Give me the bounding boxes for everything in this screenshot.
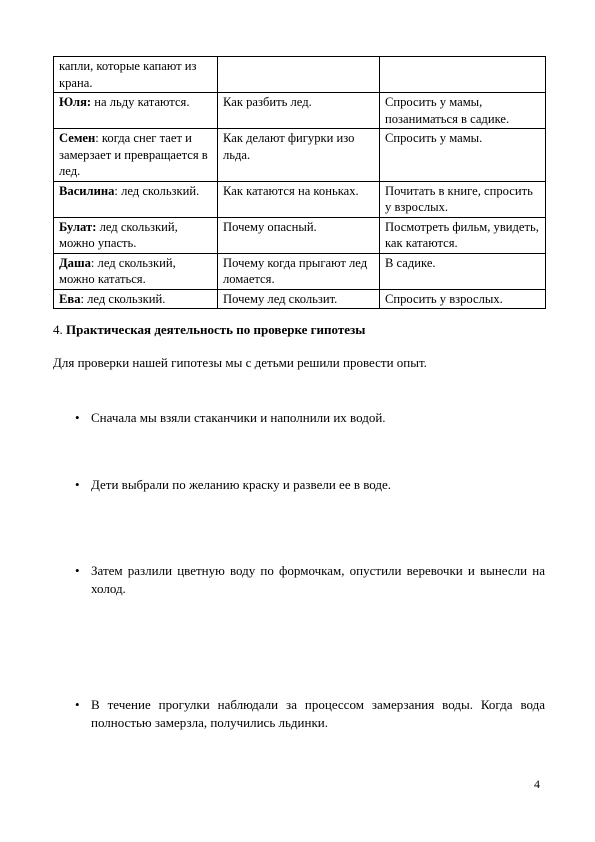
table-cell-child	[54, 181, 218, 217]
table-cell-question: Почему опасный.	[218, 217, 380, 253]
table-cell-question	[218, 57, 380, 93]
table-row	[54, 253, 546, 289]
table-cell-question: Почему когда прыгают лед ломается.	[218, 253, 380, 289]
table-cell-action: Спросить у взрослых.	[380, 289, 546, 309]
bullet-icon: •	[75, 563, 80, 578]
table-cell-question: Почему лед скользит.	[218, 289, 380, 309]
child-answer: лед скользкий, можно упасть.	[59, 219, 178, 250]
child-answer: : когда снег тает и замерзает и превращается в лед.	[59, 131, 208, 178]
section-number: 4.	[53, 322, 66, 337]
list-item-text: Дети выбрали по желанию краску и развели ее в воде.	[91, 477, 392, 492]
table-cell-child	[54, 217, 218, 253]
table-row	[54, 217, 546, 253]
child-answer: капли, которые капают из крана.	[59, 59, 197, 90]
table-row	[54, 181, 546, 217]
table-cell-action: Почитать в книге, спросить у взрослых.	[380, 181, 546, 217]
table-cell-child	[54, 93, 218, 129]
table-cell-child	[54, 57, 218, 93]
table-cell-action: В садике.	[380, 253, 546, 289]
section-title: Практическая деятельность по проверке гипотезы	[66, 322, 366, 337]
table-cell-action: Спросить у мамы.	[380, 129, 546, 182]
child-answer: на льду катаются.	[91, 95, 190, 109]
child-name: Юля:	[59, 95, 92, 109]
survey-table	[53, 56, 546, 309]
list-item-text: Затем разлили цветную воду по формочкам, опустили веревочки и вынесли на холод.	[91, 563, 545, 596]
bullet-icon: •	[75, 697, 80, 712]
list-item-text: В течение прогулки наблюдали за процессом замерзания воды. Когда вода полностью замерзла, получились льдинки.	[91, 697, 545, 730]
child-answer: : лед скользкий.	[80, 291, 166, 306]
child-name: Даша	[59, 255, 91, 270]
table-cell-question: Как делают фигурки изо льда.	[218, 129, 380, 182]
intro-paragraph: Для проверки нашей гипотезы мы с детьми решили провести опыт.	[53, 355, 427, 370]
table-cell-action: Спросить у мамы, позаниматься в садике.	[380, 93, 546, 129]
child-answer: : лед скользкий, можно кататься.	[59, 255, 176, 286]
table-cell-child	[54, 253, 218, 289]
table-row	[54, 289, 546, 309]
table-cell-question: Как разбить лед.	[218, 93, 380, 129]
list-item-text: Сначала мы взяли стаканчики и наполнили их водой.	[91, 410, 386, 425]
table-cell-action	[380, 57, 546, 93]
child-name: Булат:	[59, 219, 97, 234]
table-row	[54, 93, 546, 129]
bullet-icon: •	[75, 410, 80, 425]
table-row	[54, 129, 546, 182]
page-number: 4	[534, 777, 540, 791]
table-cell-child	[54, 289, 218, 309]
child-name: Василина	[59, 183, 115, 198]
child-name: Ева	[59, 291, 81, 306]
section-heading	[53, 322, 365, 338]
bullet-icon: •	[75, 477, 80, 492]
child-name: Семен	[59, 131, 96, 145]
table-cell-action: Посмотреть фильм, увидеть, как катаются.	[380, 217, 546, 253]
child-answer: : лед скользкий.	[114, 183, 200, 198]
table-cell-child	[54, 129, 218, 182]
table-row	[54, 57, 546, 93]
table-cell-question: Как катаются на коньках.	[218, 181, 380, 217]
